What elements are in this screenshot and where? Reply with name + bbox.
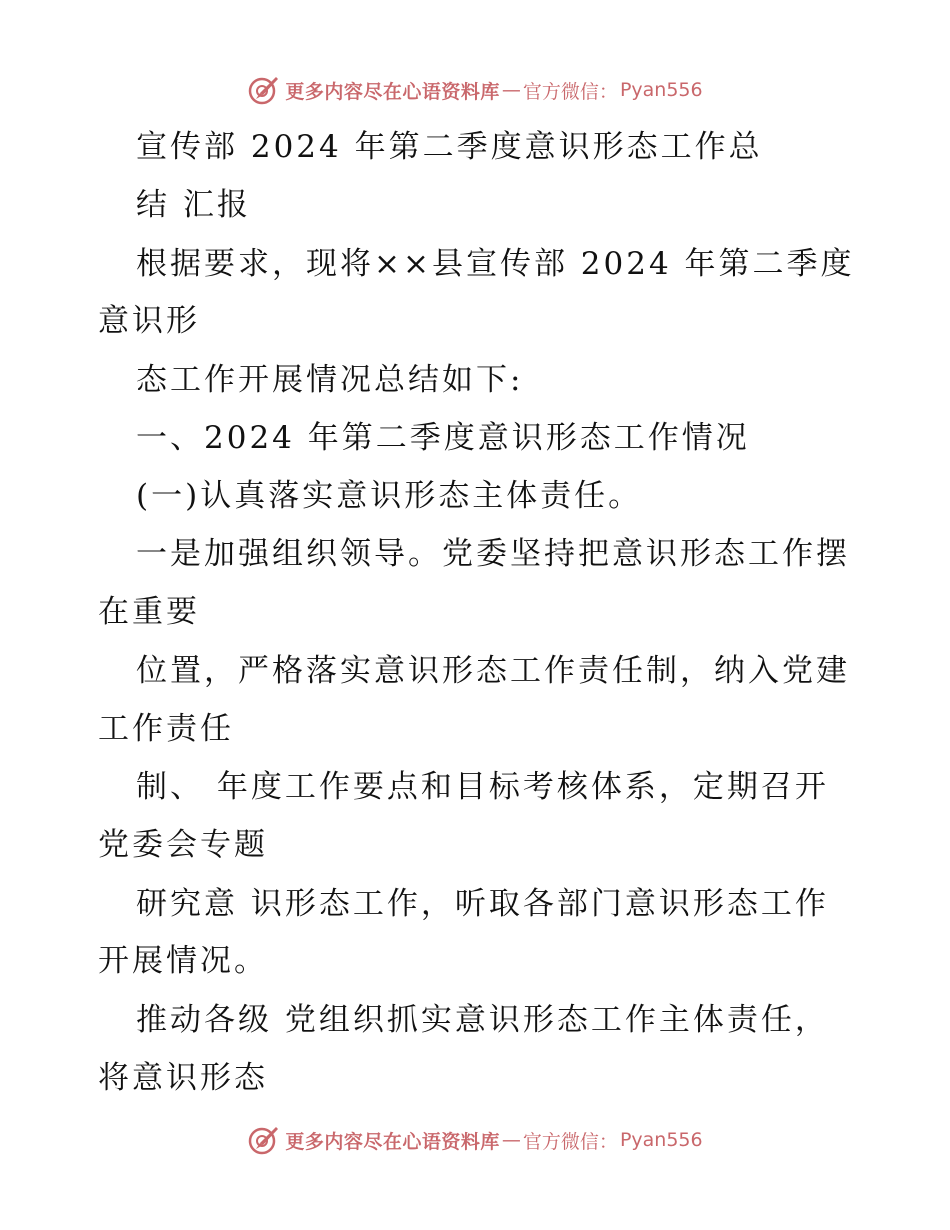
watermark-wechat-id: Pyan556 [619,1129,703,1151]
document-title-line-1: 宣传部 2024 年第二季度意识形态工作总 [136,129,763,165]
paragraph-line: 工作责任 [98,711,234,747]
paragraph-line: 位置，严格落实意识形态工作责任制，纳入党建 [136,653,850,689]
paragraph-line: 推动各级 党组织抓实意识形态工作主体责任， [136,1002,829,1038]
paragraph-line: 意识形 [98,303,200,339]
paragraph-line: 在重要 [98,594,200,630]
document-title-line-2: 结 汇报 [136,187,251,223]
watermark-label: 官方微信： [522,80,618,103]
paragraph-line: 开展情况。 [98,943,268,979]
paragraph-line: 根据要求，现将××县宣传部 2024 年第二季度 [136,246,855,282]
paragraph-line: 态工作开展情况总结如下: [136,362,524,398]
watermark-wechat-id: Pyan556 [619,79,703,101]
watermark-dash: — [501,1129,521,1151]
quill-logo-icon [247,1124,279,1156]
paragraph-line: 一是加强组织领导。党委坚持把意识形态工作摆 [136,536,850,572]
subsection-heading: (一)认真落实意识形态主体责任。 [136,478,643,514]
watermark-text: 更多内容尽在心语资料库 [285,80,500,103]
paragraph-line: 将意识形态 [98,1060,268,1096]
watermark-label: 官方微信： [522,1130,618,1153]
watermark-text: 更多内容尽在心语资料库 [285,1130,500,1153]
watermark-footer [0,1120,950,1160]
paragraph-line: 研究意 识形态工作，听取各部门意识形态工作 [136,886,829,922]
paragraph-line: 党委会专题 [98,827,268,863]
section-heading: 一、2024 年第二季度意识形态工作情况 [136,420,750,456]
watermark-dash: — [501,79,521,101]
paragraph-line: 制、 年度工作要点和目标考核体系，定期召开 [136,769,829,805]
